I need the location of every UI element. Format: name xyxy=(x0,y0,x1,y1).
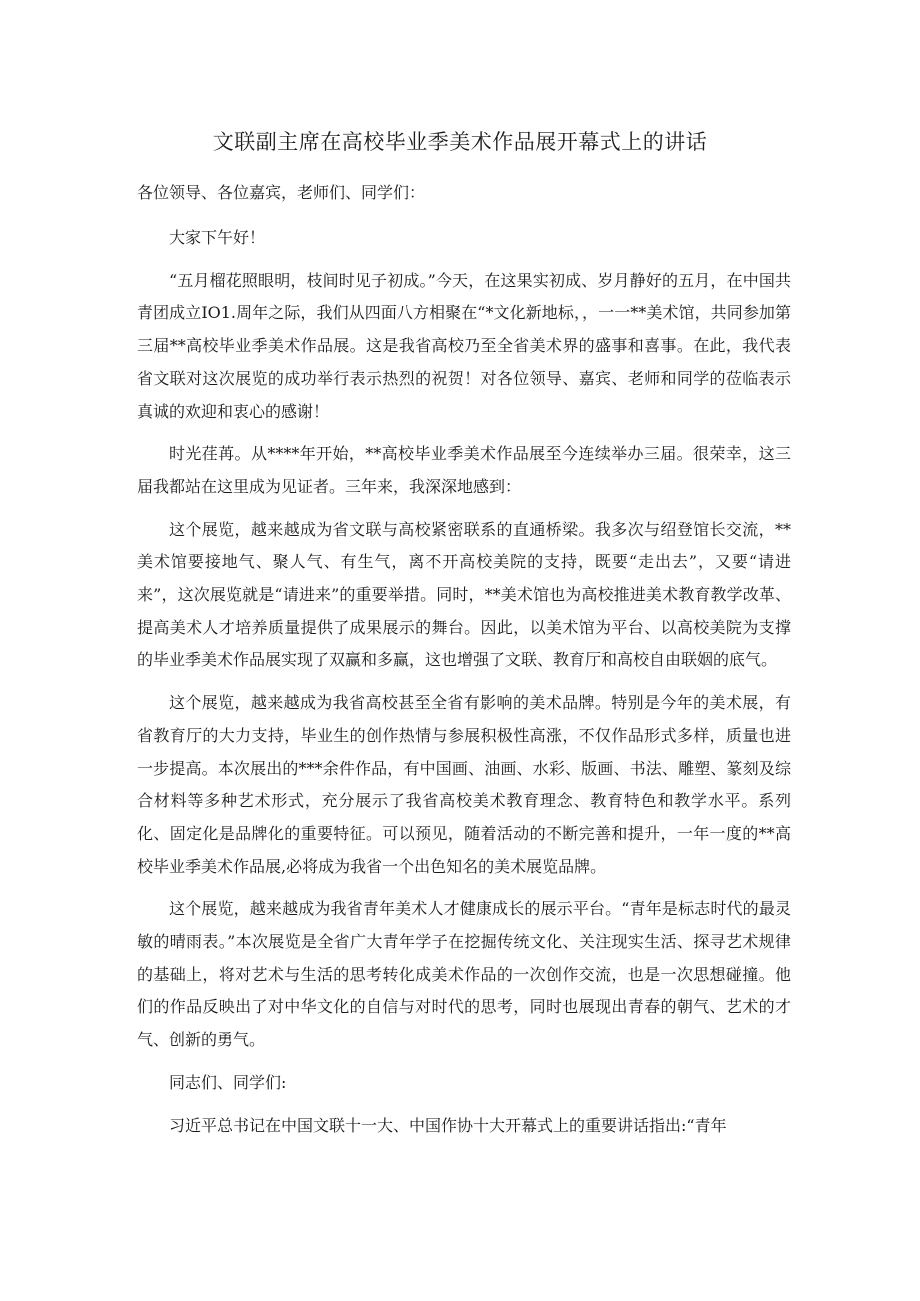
document-title: 文联副主席在高校毕业季美术作品展开幕式上的讲话 xyxy=(212,130,708,154)
paragraph-opening: “五月榴花照眼明，枝间时见子初成。”今天，在这果实初成、岁月静好的五月，在中国共青团成立IO1.周年之际，我们从四面八方相聚在“*文化新地标，，一一**美术馆，共同参加第三届**高校毕业季美术作品展。这是我省高校乃至全省美术界的盛事和喜事。在此，我代表省文联对这次展览的成功举行表示热烈的祝贺！对各位领导、嘉宾、老师和同学的莅临表示真诚的欢迎和衷心的感谢！ xyxy=(137,270,791,421)
salutation: 各位领导、各位嘉宾，老师们、同学们： xyxy=(137,183,426,202)
paragraph-quote: 习近平总书记在中国文联十一大、中国作协十大开幕式上的重要讲话指出:“青年 xyxy=(169,1115,727,1135)
paragraph-greeting: 大家下午好！ xyxy=(169,228,266,247)
paragraph-history: 时光荏苒。从****年开始，**高校毕业季美术作品展至今连续举办三届。很荣幸，这三届我都站在这里成为见证者。三年来，我深深地感到： xyxy=(137,444,791,496)
paragraph-youth: 这个展览，越来越成为我省青年美术人才健康成长的展示平台。“青年是标志时代的最灵敏的晴雨表。”本次展览是全省广大青年学子在挖掘传统文化、关注现实生活、探寻艺术规律的基础上，将对艺术与生活的思考转化成美术作品的一次创作交流，也是一次思想碰撞。他们的作品反映出了对中华文化的自信与对时代的思考，同时也展现出青春的朝气、艺术的才气、创新的勇气。 xyxy=(137,899,791,1050)
paragraph-bridge: 这个展览，越来越成为省文联与高校紧密联系的直通桥梁。我多次与绍登馆长交流，**美术馆要接地气、聚人气、有生气，离不开高校美院的支持，既要“走出去”，又要“请进来”，这次展览就是“请进来”的重要举措。同时，**美术馆也为高校推进美术教育教学改革、提高美术人才培养质量提供了成果展示的舞台。因此，以美术馆为平台、以高校美院为支撑的毕业季美术作品展实现了双赢和多赢，这也增强了文联、教育厅和高校自由联姻的底气。 xyxy=(137,519,791,670)
document-body xyxy=(137,222,791,1152)
paragraph-comrades: 同志们、同学们: xyxy=(169,1072,287,1092)
paragraph-brand: 这个展览，越来越成为我省高校甚至全省有影响的美术品牌。特别是今年的美术展，有省教育厅的大力支持，毕业生的创作热情与参展积极性高涨，不仅作品形式多样，质量也进一步提高。本次展出的***余件作品，有中国画、油画、水彩、版画、书法、雕塑、篆刻及综合材料等多种艺术形式，充分展示了我省高校美术教育理念、教育特色和教学水平。系列化、固定化是品牌化的重要特征。可以预见，随着活动的不断完善和提升，一年一度的**高校毕业季美术作品展,必将成为我省一个出色知名的美术展览品牌。 xyxy=(137,693,791,876)
